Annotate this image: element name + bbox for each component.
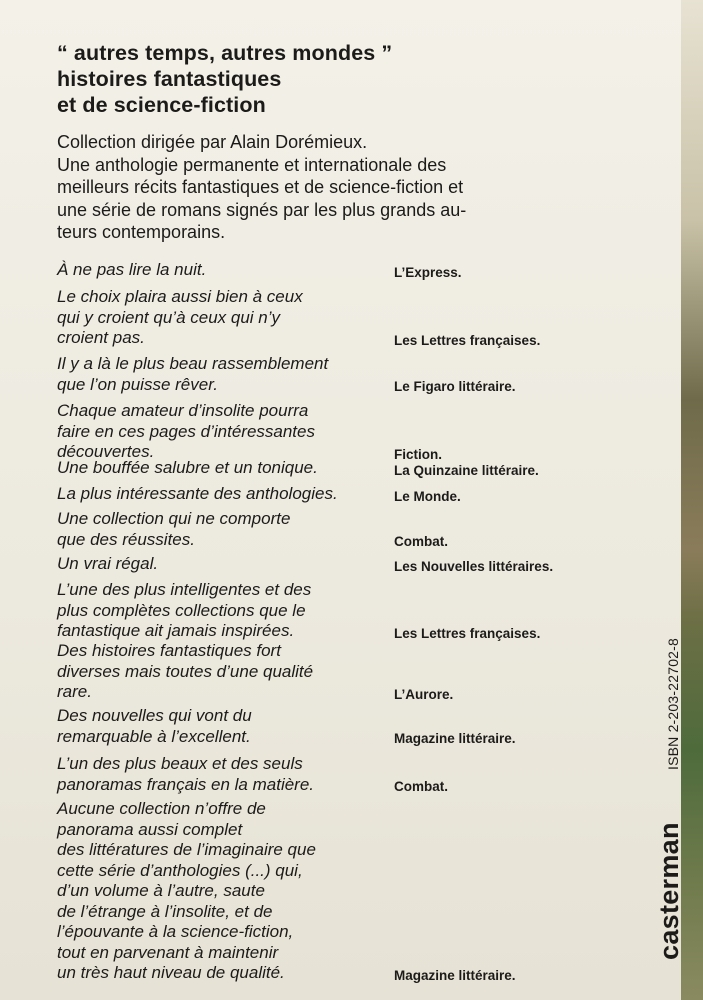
press-quote [57,484,617,505]
quote-line: l’épouvante à la science-fiction, [57,922,294,941]
quote-line: que des réussites. [57,529,195,549]
collection-description [57,131,617,244]
press-quote [57,580,617,642]
quote-text [57,554,387,575]
quote-line: croient pas. [57,328,145,347]
quote-text [57,458,387,479]
quote-line: L’une des plus intelligentes et des [57,580,312,599]
quote-line: L’un des plus beaux et des seuls [57,754,303,773]
isbn-number: ISBN 2-203-22702-8 [665,637,681,770]
quote-line: Le choix plaira aussi bien à ceux [57,287,303,306]
collection-title [57,40,392,118]
quote-text [57,509,387,550]
quote-line: d’un volume à l’autre, saute [57,881,265,900]
quote-source: Fiction. [394,446,442,462]
description-line: meilleurs récits fantastiques et de science-fiction et [57,177,464,197]
press-quote [57,799,617,984]
press-quote [57,287,617,349]
quote-line: diverses mais toutes d’une qualité [57,661,314,681]
press-quote [57,401,617,463]
quote-text [57,354,387,395]
quote-line: Chaque amateur d’insolite pourra [57,401,309,420]
press-quote [57,641,617,703]
quote-line: faire en ces pages d’intéressantes [57,421,315,441]
quote-line: tout en parvenant à maintenir [57,942,279,962]
quote-source: Les Lettres françaises. [394,332,541,348]
press-quote [57,458,617,479]
title-line: “ autres temps, autres mondes ” [57,41,393,65]
description-line: teurs contemporains. [57,222,226,242]
quote-source: Les Nouvelles littéraires. [394,558,554,574]
press-quote [57,509,617,550]
description-line: une série de romans signés par les plus grands au- [57,199,467,220]
title-line: et de science-fiction [57,93,266,117]
quote-line: Une bouffée salubre et un tonique. [57,458,318,477]
press-quote [57,554,617,575]
quote-text [57,706,387,747]
quote-line: un très haut niveau de qualité. [57,963,285,982]
publisher-logo: casterman [654,822,684,960]
description-line: Collection dirigée par Alain Dorémieux. [57,132,368,152]
quote-source: Le Figaro littéraire. [394,379,516,394]
quote-line: À ne pas lire la nuit. [57,260,207,279]
quote-line: Des histoires fantastiques fort [57,641,281,660]
quote-text [57,401,387,463]
quote-line: Des nouvelles qui vont du [57,706,252,725]
quote-line: Un vrai régal. [57,554,159,573]
quote-source: Magazine littéraire. [394,967,516,983]
quote-source: Le Monde. [394,488,461,504]
quote-line: fantastique ait jamais inspirées. [57,621,295,640]
quote-text [57,484,387,505]
quote-line: rare. [57,682,92,701]
description-line: Une anthologie permanente et internationale des [57,154,447,175]
quote-line: de l’étrange à l’insolite, et de [57,901,273,921]
press-quote [57,260,617,281]
quote-source: Les Lettres françaises. [394,625,541,641]
quote-line: cette série d’anthologies (...) qui, [57,860,303,880]
quote-line: panoramas français en la matière. [57,774,315,794]
press-quote [57,754,617,795]
quote-source: Magazine littéraire. [394,731,516,746]
quote-line: remarquable à l’excellent. [57,726,251,746]
quote-line: qui y croient qu’à ceux qui n’y [57,307,281,327]
quote-line: La plus intéressante des anthologies. [57,484,338,503]
quote-text [57,580,387,642]
quote-line: Une collection qui ne comporte [57,509,291,528]
quote-line: plus complètes collections que le [57,600,306,620]
quote-source: L’Express. [394,264,462,280]
press-quote [57,706,617,747]
quote-line: panorama aussi complet [57,819,243,839]
quote-source: Combat. [394,779,448,794]
quote-text [57,260,387,281]
quote-source: Combat. [394,534,448,549]
quote-line: que l’on puisse rêver. [57,374,218,394]
title-line: histoires fantastiques [57,67,282,91]
quote-line: découvertes. [57,442,155,461]
quote-source: L’Aurore. [394,686,454,702]
quote-source: La Quinzaine littéraire. [394,462,539,478]
quote-line: Il y a là le plus beau rassemblement [57,354,329,373]
quote-line: des littératures de l’imaginaire que [57,840,316,859]
quote-text [57,641,387,703]
quote-text [57,287,387,349]
quote-text [57,799,387,984]
quote-text [57,754,387,795]
quote-line: Aucune collection n’offre de [57,799,266,818]
press-quote [57,354,617,395]
